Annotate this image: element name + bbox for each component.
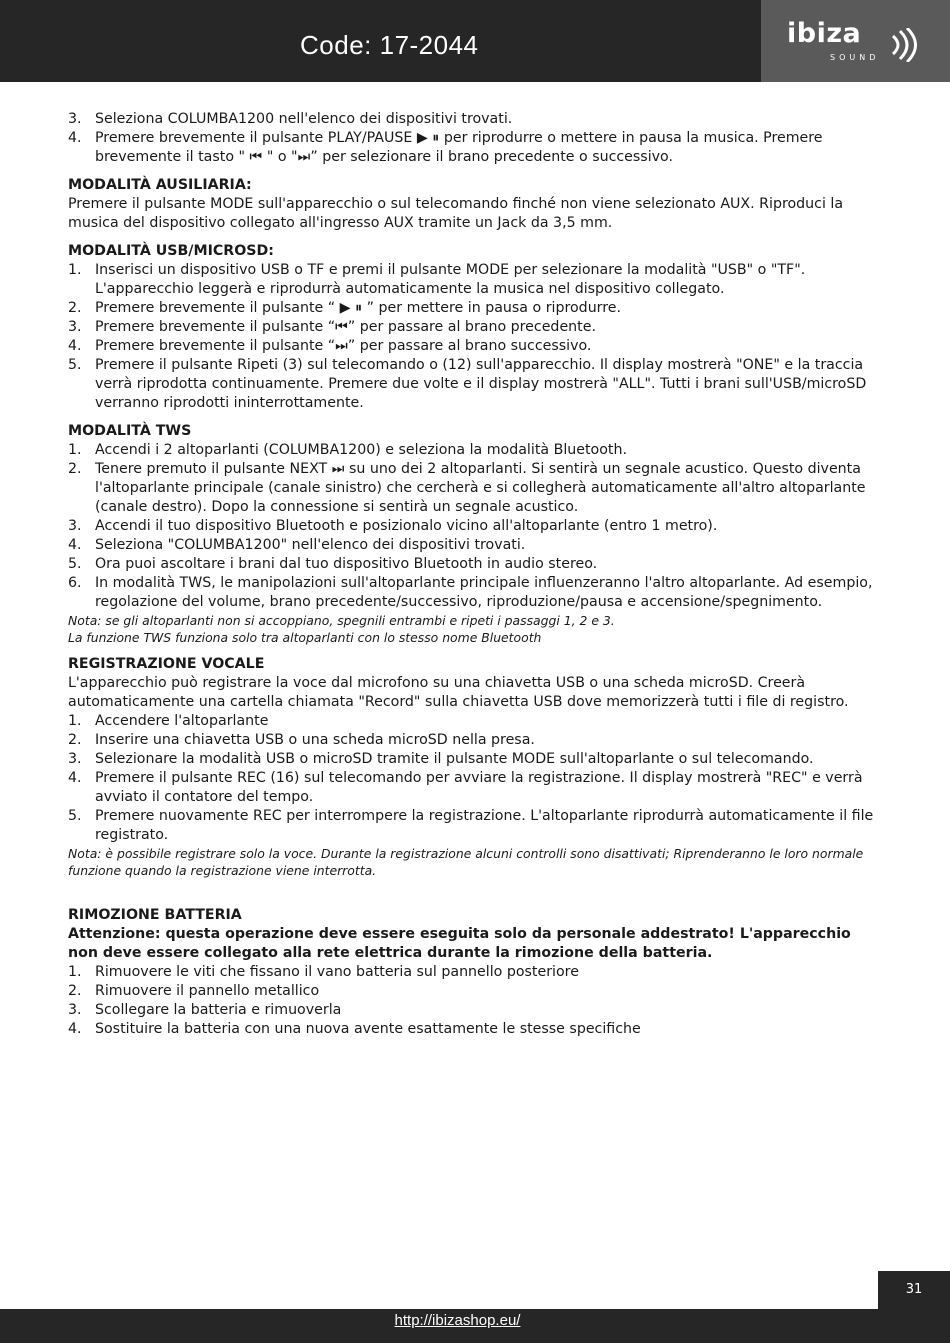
list-item: 4. Premere brevemente il pulsante “⏭” per passare al brano successivo.	[68, 338, 592, 354]
section-spacer	[68, 879, 883, 897]
tws-heading: MODALITÀ TWS	[68, 423, 192, 439]
list-item: 2. Rimuovere il pannello metallico	[68, 983, 320, 999]
list-item: 4. Premere il pulsante REC (16) sul telecomando per avviare la registrazione. Il display mostrerà "REC" e verrà avviato il contatore del tempo.	[68, 770, 863, 805]
page-footer	[0, 1309, 950, 1343]
page-header	[0, 0, 950, 82]
list-item: 1. Accendi i 2 altoparlanti (COLUMBA1200) e seleziona la modalità Bluetooth.	[68, 442, 627, 458]
logo-wordmark: ibiza	[787, 18, 862, 49]
list-item: 4. Premere brevemente il pulsante PLAY/PAUSE ▶ ⏸ per riprodurre o mettere in pausa la musica. Premere brevemente il tasto " ⏮ " o "⏭” per selezionare il brano precedente o successivo.	[68, 130, 823, 165]
page-number: 31	[878, 1271, 950, 1309]
list-item: 4. Sostituire la batteria con una nuova avente esattamente le stesse specifiche	[68, 1021, 641, 1037]
sound-waves-icon	[889, 28, 925, 62]
list-item: 1. Rimuovere le viti che fissano il vano batteria sul pannello posteriore	[68, 964, 579, 980]
rec-list	[68, 712, 883, 845]
list-item: 4. Seleziona "COLUMBA1200" nell'elenco dei dispositivi trovati.	[68, 537, 526, 553]
product-code: Code: 17-2044	[300, 30, 479, 60]
list-item: 2. Tenere premuto il pulsante NEXT ⏭ su uno dei 2 altoparlanti. Si sentirà un segnale acustico. Questo diventa l'altoparlante principale (canale sinistro) che cercherà e si collegherà automaticamente all'altro altoparlante (canale destro). Dopo la connessione si sentirà un segnale acustico.	[68, 461, 866, 515]
intro-list	[68, 110, 883, 167]
aux-heading: MODALITÀ AUSILIARIA:	[68, 177, 252, 193]
rec-heading: REGISTRAZIONE VOCALE	[68, 656, 265, 672]
battery-list	[68, 963, 883, 1039]
tws-list	[68, 441, 883, 612]
list-item: 1. Inserisci un dispositivo USB o TF e premi il pulsante MODE per selezionare la modalità "USB" o "TF". L'apparecchio leggerà e riprodurrà automaticamente la musica nel dispositivo collegato.	[68, 262, 806, 297]
rec-text: L'apparecchio può registrare la voce dal microfono su una chiavetta USB o una scheda microSD. Creerà automaticamente una cartella chiamata "Record" sulla chiavetta USB dove memorizzerà tutti i file di registro.	[68, 675, 849, 710]
tws-note-name: La funzione TWS funziona solo tra altoparlanti con lo stesso nome Bluetooth	[68, 630, 542, 645]
website-link[interactable]: http://ibizashop.eu/	[394, 1312, 521, 1329]
usb-heading: MODALITÀ USB/MICROSD:	[68, 243, 274, 259]
list-item: 6. In modalità TWS, le manipolazioni sull'altoparlante principale influenzeranno l'altro altoparlante. Ad esempio, regolazione del volume, brano precedente/successivo, riproduzione/pausa e accensione/spegnimento.	[68, 575, 873, 610]
rec-note: Nota: è possibile registrare solo la voce. Durante la registrazione alcuni controlli sono disattivati; Riprenderanno le loro normale funzione quando la registrazione viene interrotta.	[68, 846, 864, 878]
list-item: 3. Scollegare la batteria e rimuoverla	[68, 1002, 342, 1018]
list-item: 1. Accendere l'altoparlante	[68, 713, 269, 729]
list-item: 2. Premere brevemente il pulsante “ ▶ ⏸ ” per mettere in pausa o riprodurre.	[68, 300, 622, 316]
battery-heading: RIMOZIONE BATTERIA	[68, 907, 242, 923]
brand-logo	[761, 0, 950, 82]
usb-list	[68, 261, 883, 413]
list-item: 2. Inserire una chiavetta USB o una scheda microSD nella presa.	[68, 732, 535, 748]
list-item: 5. Ora puoi ascoltare i brani dal tuo dispositivo Bluetooth in audio stereo.	[68, 556, 598, 572]
list-item: 3. Selezionare la modalità USB o microSD tramite il pulsante MODE sull'altoparlante o sul telecomando.	[68, 751, 814, 767]
list-item: 3. Seleziona COLUMBA1200 nell'elenco dei dispositivi trovati.	[68, 111, 513, 127]
aux-text: Premere il pulsante MODE sull'apparecchio o sul telecomando finché non viene selezionato AUX. Riproduci la musica del dispositivo collegato all'ingresso AUX tramite un Jack da 3,5 mm.	[68, 196, 844, 231]
battery-warning: Attenzione: questa operazione deve essere eseguita solo da personale addestrato! L'apparecchio non deve essere collegato alla rete elettrica durante la rimozione della batteria.	[68, 926, 851, 961]
list-item: 5. Premere il pulsante Ripeti (3) sul telecomando o (12) sull'apparecchio. Il display mostrerà "ONE" e la traccia verrà riprodotta continuamente. Premere due volte e il display mostrerà "ALL". Tutti i brani sull'USB/microSD verranno riprodotti ininterrottamente.	[68, 357, 867, 411]
manual-content	[68, 110, 883, 1039]
list-item: 3. Accendi il tuo dispositivo Bluetooth e posizionalo vicino all'altoparlante (entro 1 metro).	[68, 518, 718, 534]
tws-note: Nota: se gli altoparlanti non si accoppiano, spegnili entrambi e ripeti i passaggi 1, 2 e 3.	[68, 613, 615, 628]
list-item: 3. Premere brevemente il pulsante “⏮” per passare al brano precedente.	[68, 319, 596, 335]
list-item: 5. Premere nuovamente REC per interrompere la registrazione. L'altoparlante riprodurrà automaticamente il file registrato.	[68, 808, 874, 843]
logo-subtitle: SOUND	[830, 53, 880, 62]
